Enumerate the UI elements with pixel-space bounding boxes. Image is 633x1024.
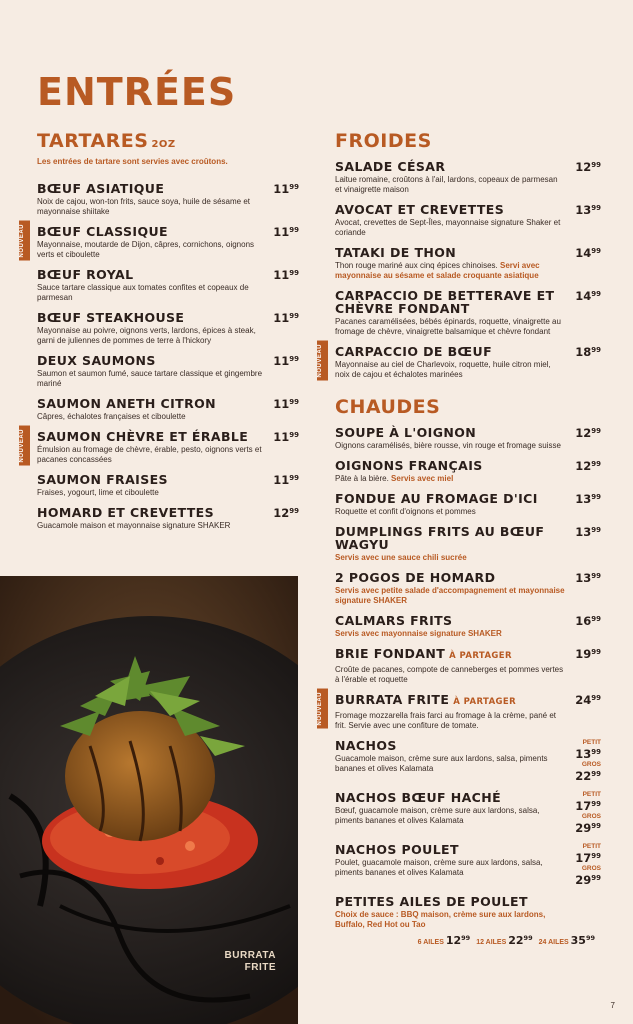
- price-cents: 99: [591, 526, 601, 534]
- item-description: [335, 317, 601, 337]
- item-name-text: SAUMON ANETH CITRON: [37, 396, 216, 411]
- menu-item: [335, 289, 601, 337]
- item-price: [575, 426, 601, 440]
- wing-price: [571, 934, 595, 947]
- item-name-text: CARPACCIO DE BETTERAVE ET CHÈVRE FONDANT: [335, 288, 555, 316]
- description-text: Thon rouge mariné aux cinq épices chinoises.: [335, 261, 498, 270]
- size-prices: [575, 791, 601, 835]
- item-name-text: DEUX SAUMONS: [37, 353, 156, 368]
- price-dollars: 13: [575, 203, 592, 217]
- item-name-text: AVOCAT ET CREVETTES: [335, 202, 505, 217]
- item-description: [335, 218, 601, 238]
- description-text: Avocat, crevettes de Sept-Îles, mayonnaise signature Shaker et coriande: [335, 218, 561, 237]
- item-name-text: HOMARD ET CREVETTES: [37, 505, 215, 520]
- burrata-photo: [0, 576, 298, 1024]
- price-dollars: 29: [575, 873, 592, 887]
- description-highlight: Servi avec mayonnaise au sésame et salade croquante asiatique: [335, 261, 540, 280]
- item-name: [335, 614, 601, 627]
- item-name: [335, 492, 601, 505]
- description-text: Noix de cajou, won-ton frits, sauce soya, huile de sésame et mayonnaise shiitake: [37, 197, 250, 216]
- description-text: Croûte de pacanes, compote de canneberges et pommes vertes à l'érable et roquette: [335, 665, 564, 684]
- menu-item: [335, 525, 601, 563]
- large-size-price: [575, 768, 601, 783]
- item-name-text: TATAKI DE THON: [335, 245, 457, 260]
- price-cents: 99: [591, 648, 601, 656]
- price-dollars: 11: [273, 473, 290, 487]
- item-price: [575, 571, 601, 585]
- small-size-price: [575, 850, 601, 865]
- right-column: [317, 130, 601, 947]
- menu-item: [335, 895, 601, 947]
- price-dollars: 24: [575, 693, 592, 707]
- description-highlight: Servis avec une sauce chili sucrée: [335, 553, 467, 562]
- item-price: [575, 492, 601, 506]
- item-name: [37, 225, 299, 238]
- menu-item: [335, 791, 601, 835]
- menu-item: [335, 647, 601, 685]
- item-description: [335, 711, 601, 731]
- item-name: [335, 289, 601, 315]
- price-cents: 99: [289, 183, 299, 191]
- item-name: [37, 268, 299, 281]
- description-text: Mayonnaise au poivre, oignons verts, lardons, épices à steak, garni de juliennes de pommes de terre à l'hickory: [37, 326, 256, 345]
- nouveau-badge: NOUVEAU: [19, 221, 30, 261]
- price-dollars: 11: [273, 397, 290, 411]
- item-name: [335, 895, 601, 908]
- wing-price: [508, 934, 532, 947]
- item-name-text: BURRATA FRITE: [335, 692, 450, 707]
- share-tag: À PARTAGER: [453, 697, 517, 707]
- tartares-section: [19, 130, 299, 531]
- description-text: Bœuf, guacamole maison, crème sure aux lardons, salsa, piments bananes et olives Kalamata: [335, 806, 540, 825]
- item-price: [575, 289, 601, 303]
- item-name-text: CARPACCIO DE BŒUF: [335, 344, 493, 359]
- description-text: Mayonnaise au ciel de Charlevoix, roquette, huile citron miel, noix de cajou et échalotes marinées: [335, 360, 551, 379]
- price-cents: 99: [289, 355, 299, 363]
- item-price: [273, 268, 299, 282]
- tartares-heading: TARTARES 2OZ: [37, 130, 176, 152]
- large-size-label: GROS: [581, 761, 601, 768]
- item-description: [37, 521, 299, 531]
- price-dollars: 17: [575, 851, 592, 865]
- item-description: [37, 240, 299, 260]
- item-price: [575, 203, 601, 217]
- description-text: Fromage mozzarella frais farci au fromage à la crème, pané et frit. Servie avec une confiture de tomate.: [335, 711, 556, 730]
- price-dollars: 12: [575, 459, 592, 473]
- price-dollars: 13: [575, 571, 592, 585]
- menu-item: [335, 459, 601, 484]
- description-highlight: Servis avec petite salade d'accompagnement et mayonnaise signature SHAKER: [335, 586, 565, 605]
- item-price: [273, 397, 299, 411]
- size-prices: [575, 843, 601, 887]
- price-cents: 99: [289, 226, 299, 234]
- price-dollars: 14: [575, 289, 592, 303]
- description-text: Roquette et confit d'oignons et pommes: [335, 507, 476, 516]
- item-price: [273, 311, 299, 325]
- menu-item: [37, 268, 299, 303]
- item-description: [335, 858, 601, 878]
- small-size-price: [575, 798, 601, 813]
- item-name-text: NACHOS BŒUF HACHÉ: [335, 790, 502, 805]
- price-cents: 99: [591, 874, 601, 882]
- price-dollars: 22: [575, 769, 592, 783]
- menu-item: [335, 246, 601, 281]
- item-name-text: BŒUF STEAKHOUSE: [37, 310, 185, 325]
- price-cents: 99: [591, 748, 601, 756]
- price-cents: 99: [591, 427, 601, 435]
- item-description: [335, 665, 601, 685]
- price-dollars: 11: [273, 268, 290, 282]
- price-cents: 99: [289, 474, 299, 482]
- item-name: [335, 459, 601, 472]
- menu-item: [37, 354, 299, 389]
- price-dollars: 12: [575, 160, 592, 174]
- item-name-text: SAUMON FRAISES: [37, 472, 168, 487]
- description-text: Émulsion au fromage de chèvre, érable, pesto, oignons verts et pacanes concassées: [37, 445, 262, 464]
- item-price: [273, 225, 299, 239]
- menu-item: [335, 203, 601, 238]
- price-dollars: 12: [445, 934, 462, 947]
- item-name-text: SAUMON CHÈVRE ET ÉRABLE: [37, 429, 249, 444]
- price-dollars: 13: [575, 492, 592, 506]
- item-name: [335, 525, 601, 551]
- chaudes-heading: CHAUDES: [335, 396, 441, 418]
- menu-item: [37, 311, 299, 346]
- price-dollars: 29: [575, 821, 592, 835]
- large-size-price: [575, 872, 601, 887]
- price-cents: 99: [591, 800, 601, 808]
- item-description: [37, 283, 299, 303]
- description-highlight: Servis avec mayonnaise signature SHAKER: [335, 629, 502, 638]
- price-dollars: 13: [575, 747, 592, 761]
- item-price: [273, 430, 299, 444]
- menu-item: [19, 429, 299, 465]
- item-name-text: OIGNONS FRANÇAIS: [335, 458, 483, 473]
- price-cents: 99: [585, 934, 595, 942]
- item-description: [37, 369, 299, 389]
- item-name: [335, 739, 601, 752]
- menu-item: [317, 692, 601, 731]
- item-name: [37, 182, 299, 195]
- item-description: [37, 488, 299, 498]
- item-name: [37, 397, 299, 410]
- menu-item: [335, 843, 601, 887]
- wing-price: [446, 934, 470, 947]
- large-size-label: GROS: [581, 813, 601, 820]
- description-text: Saumon et saumon fumé, sauce tartare classique et gingembre mariné: [37, 369, 263, 388]
- share-tag: À PARTAGER: [449, 651, 512, 661]
- price-dollars: 11: [273, 354, 290, 368]
- price-cents: 99: [289, 398, 299, 406]
- item-name: [37, 473, 299, 486]
- item-price: [575, 160, 601, 174]
- item-price: [273, 182, 299, 196]
- menu-item: [335, 160, 601, 195]
- price-cents: 99: [591, 770, 601, 778]
- menu-item: [37, 397, 299, 422]
- large-size-label: GROS: [581, 865, 601, 872]
- item-name: [335, 203, 601, 216]
- item-price: [575, 525, 601, 539]
- menu-item: [335, 426, 601, 451]
- menu-item: [335, 492, 601, 517]
- menu-item: [37, 182, 299, 217]
- item-description: [335, 553, 601, 563]
- menu-item: [317, 344, 601, 380]
- description-text: Poulet, guacamole maison, crème sure aux lardons, salsa, piments bananes et olives Kalamata: [335, 858, 543, 877]
- nouveau-badge: NOUVEAU: [19, 426, 30, 466]
- price-cents: 99: [591, 572, 601, 580]
- item-name: [37, 430, 299, 443]
- description-text: Câpres, échalotes françaises et ciboulette: [37, 412, 186, 421]
- item-price: [273, 473, 299, 487]
- item-description: [335, 754, 601, 774]
- description-text: Fraises, yogourt, lime et ciboulette: [37, 488, 159, 497]
- photo-caption: BURRATA FRITE: [224, 950, 276, 973]
- price-cents: 99: [591, 204, 601, 212]
- description-text: Pâte à la bière.: [335, 474, 389, 483]
- price-cents: 99: [461, 934, 471, 942]
- price-cents: 99: [289, 507, 299, 515]
- description-text: Mayonnaise, moutarde de Dijon, câpres, cornichons, oignons verts et ciboulette: [37, 240, 255, 259]
- item-price: [575, 345, 601, 359]
- description-highlight: Choix de sauce : BBQ maison, crème sure aux lardons, Buffalo, Red Hot ou Tao: [335, 910, 546, 929]
- price-dollars: 12: [273, 506, 290, 520]
- price-cents: 99: [289, 312, 299, 320]
- item-description: [335, 175, 601, 195]
- small-size-label: PETIT: [582, 739, 601, 746]
- item-name: [335, 160, 601, 173]
- item-price: [575, 693, 601, 707]
- item-name: [335, 345, 601, 358]
- item-price: [273, 354, 299, 368]
- menu-item: [37, 506, 299, 531]
- price-dollars: 12: [575, 426, 592, 440]
- item-name: [335, 246, 601, 259]
- price-cents: 99: [591, 615, 601, 623]
- price-dollars: 13: [575, 525, 592, 539]
- large-size-price: [575, 820, 601, 835]
- item-name-text: PETITES AILES DE POULET: [335, 894, 528, 909]
- price-cents: 99: [289, 431, 299, 439]
- item-price: [273, 506, 299, 520]
- item-description: [37, 412, 299, 422]
- item-price: [575, 246, 601, 260]
- price-dollars: 35: [570, 934, 586, 947]
- item-name: [335, 426, 601, 439]
- price-dollars: 18: [575, 345, 592, 359]
- item-description: [335, 586, 601, 606]
- item-name-text: SALADE CÉSAR: [335, 159, 446, 174]
- small-size-label: PETIT: [582, 791, 601, 798]
- item-name: [335, 843, 601, 856]
- description-highlight: Servis avec miel: [391, 474, 454, 483]
- item-name-text: SOUPE À L'OIGNON: [335, 425, 477, 440]
- item-price: [575, 459, 601, 473]
- price-dollars: 11: [273, 430, 290, 444]
- price-dollars: 11: [273, 182, 290, 196]
- price-cents: 99: [591, 247, 601, 255]
- item-name-text: BŒUF ROYAL: [37, 267, 134, 282]
- item-name-text: NACHOS: [335, 738, 397, 753]
- price-cents: 99: [523, 934, 533, 942]
- item-name-text: BŒUF CLASSIQUE: [37, 224, 168, 239]
- price-cents: 99: [591, 346, 601, 354]
- price-dollars: 11: [273, 225, 290, 239]
- small-size-price: [575, 746, 601, 761]
- froides-heading: FROIDES: [335, 130, 432, 152]
- description-text: Guacamole maison et mayonnaise signature SHAKER: [37, 521, 231, 530]
- item-description: [335, 507, 601, 517]
- item-description: [335, 806, 601, 826]
- description-text: Oignons caramélisés, bière rousse, vin rouge et fromage suisse: [335, 441, 561, 450]
- item-description: [335, 474, 601, 484]
- item-name: [335, 791, 601, 804]
- description-text: Sauce tartare classique aux tomates confites et copeaux de parmesan: [37, 283, 249, 302]
- price-dollars: 16: [575, 614, 592, 628]
- menu-item: [335, 739, 601, 783]
- item-description: [335, 261, 601, 281]
- item-name-text: NACHOS POULET: [335, 842, 459, 857]
- menu-item: [19, 224, 299, 260]
- price-cents: 99: [289, 269, 299, 277]
- description-text: Guacamole maison, crème sure aux lardons, salsa, piments bananes et olives Kalamata: [335, 754, 548, 773]
- size-prices: [575, 739, 601, 783]
- item-description: [37, 445, 299, 465]
- page-title: ENTRÉES: [37, 70, 237, 114]
- item-name: [335, 693, 601, 709]
- price-cents: 99: [591, 852, 601, 860]
- item-name-text: CALMARS FRITS: [335, 613, 453, 628]
- price-dollars: 17: [575, 799, 592, 813]
- description-text: Laitue romaine, croûtons à l'ail, lardons, copeaux de parmesan et vinaigrette maison: [335, 175, 558, 194]
- price-cents: 99: [591, 161, 601, 169]
- description-text: Pacanes caramélisées, bébés épinards, roquette, vinaigrette au fromage de chèvre, vinaigrette balsamique et chèvre fondant: [335, 317, 561, 336]
- wing-count: 24 AILES: [538, 939, 569, 946]
- item-description: [335, 360, 601, 380]
- item-name-text: FONDUE AU FROMAGE D'ICI: [335, 491, 538, 506]
- price-dollars: 11: [273, 311, 290, 325]
- price-cents: 99: [591, 290, 601, 298]
- item-name: [335, 647, 601, 663]
- item-description: [37, 326, 299, 346]
- price-cents: 99: [591, 694, 601, 702]
- item-name-text: BŒUF ASIATIQUE: [37, 181, 165, 196]
- price-dollars: 22: [508, 934, 524, 947]
- nouveau-badge: NOUVEAU: [317, 341, 328, 381]
- item-description: [335, 910, 601, 930]
- price-dollars: 19: [575, 647, 592, 661]
- menu-item: [37, 473, 299, 498]
- item-name: [37, 506, 299, 519]
- item-name: [335, 571, 601, 584]
- nouveau-badge: NOUVEAU: [317, 689, 328, 729]
- price-dollars: 14: [575, 246, 592, 260]
- wing-prices: [335, 934, 601, 947]
- menu-item: [335, 614, 601, 639]
- small-size-label: PETIT: [582, 843, 601, 850]
- price-cents: 99: [591, 460, 601, 468]
- item-name-text: 2 POGOS DE HOMARD: [335, 570, 496, 585]
- price-cents: 99: [591, 822, 601, 830]
- item-description: [37, 197, 299, 217]
- item-description: [335, 441, 601, 451]
- page-number: 7: [610, 1001, 615, 1010]
- item-description: [335, 629, 601, 639]
- item-name-text: BRIE FONDANT: [335, 646, 446, 661]
- menu-item: [335, 571, 601, 606]
- item-name-text: DUMPLINGS FRITS AU BŒUF WAGYU: [335, 524, 545, 552]
- price-cents: 99: [591, 493, 601, 501]
- tartares-note: Les entrées de tartare sont servies avec croûtons.: [37, 157, 228, 166]
- item-price: [575, 614, 601, 628]
- item-price: [575, 647, 601, 661]
- wing-count: 6 AILES: [417, 939, 444, 946]
- wing-count: 12 AILES: [476, 939, 507, 946]
- item-name: [37, 354, 299, 367]
- item-name: [37, 311, 299, 324]
